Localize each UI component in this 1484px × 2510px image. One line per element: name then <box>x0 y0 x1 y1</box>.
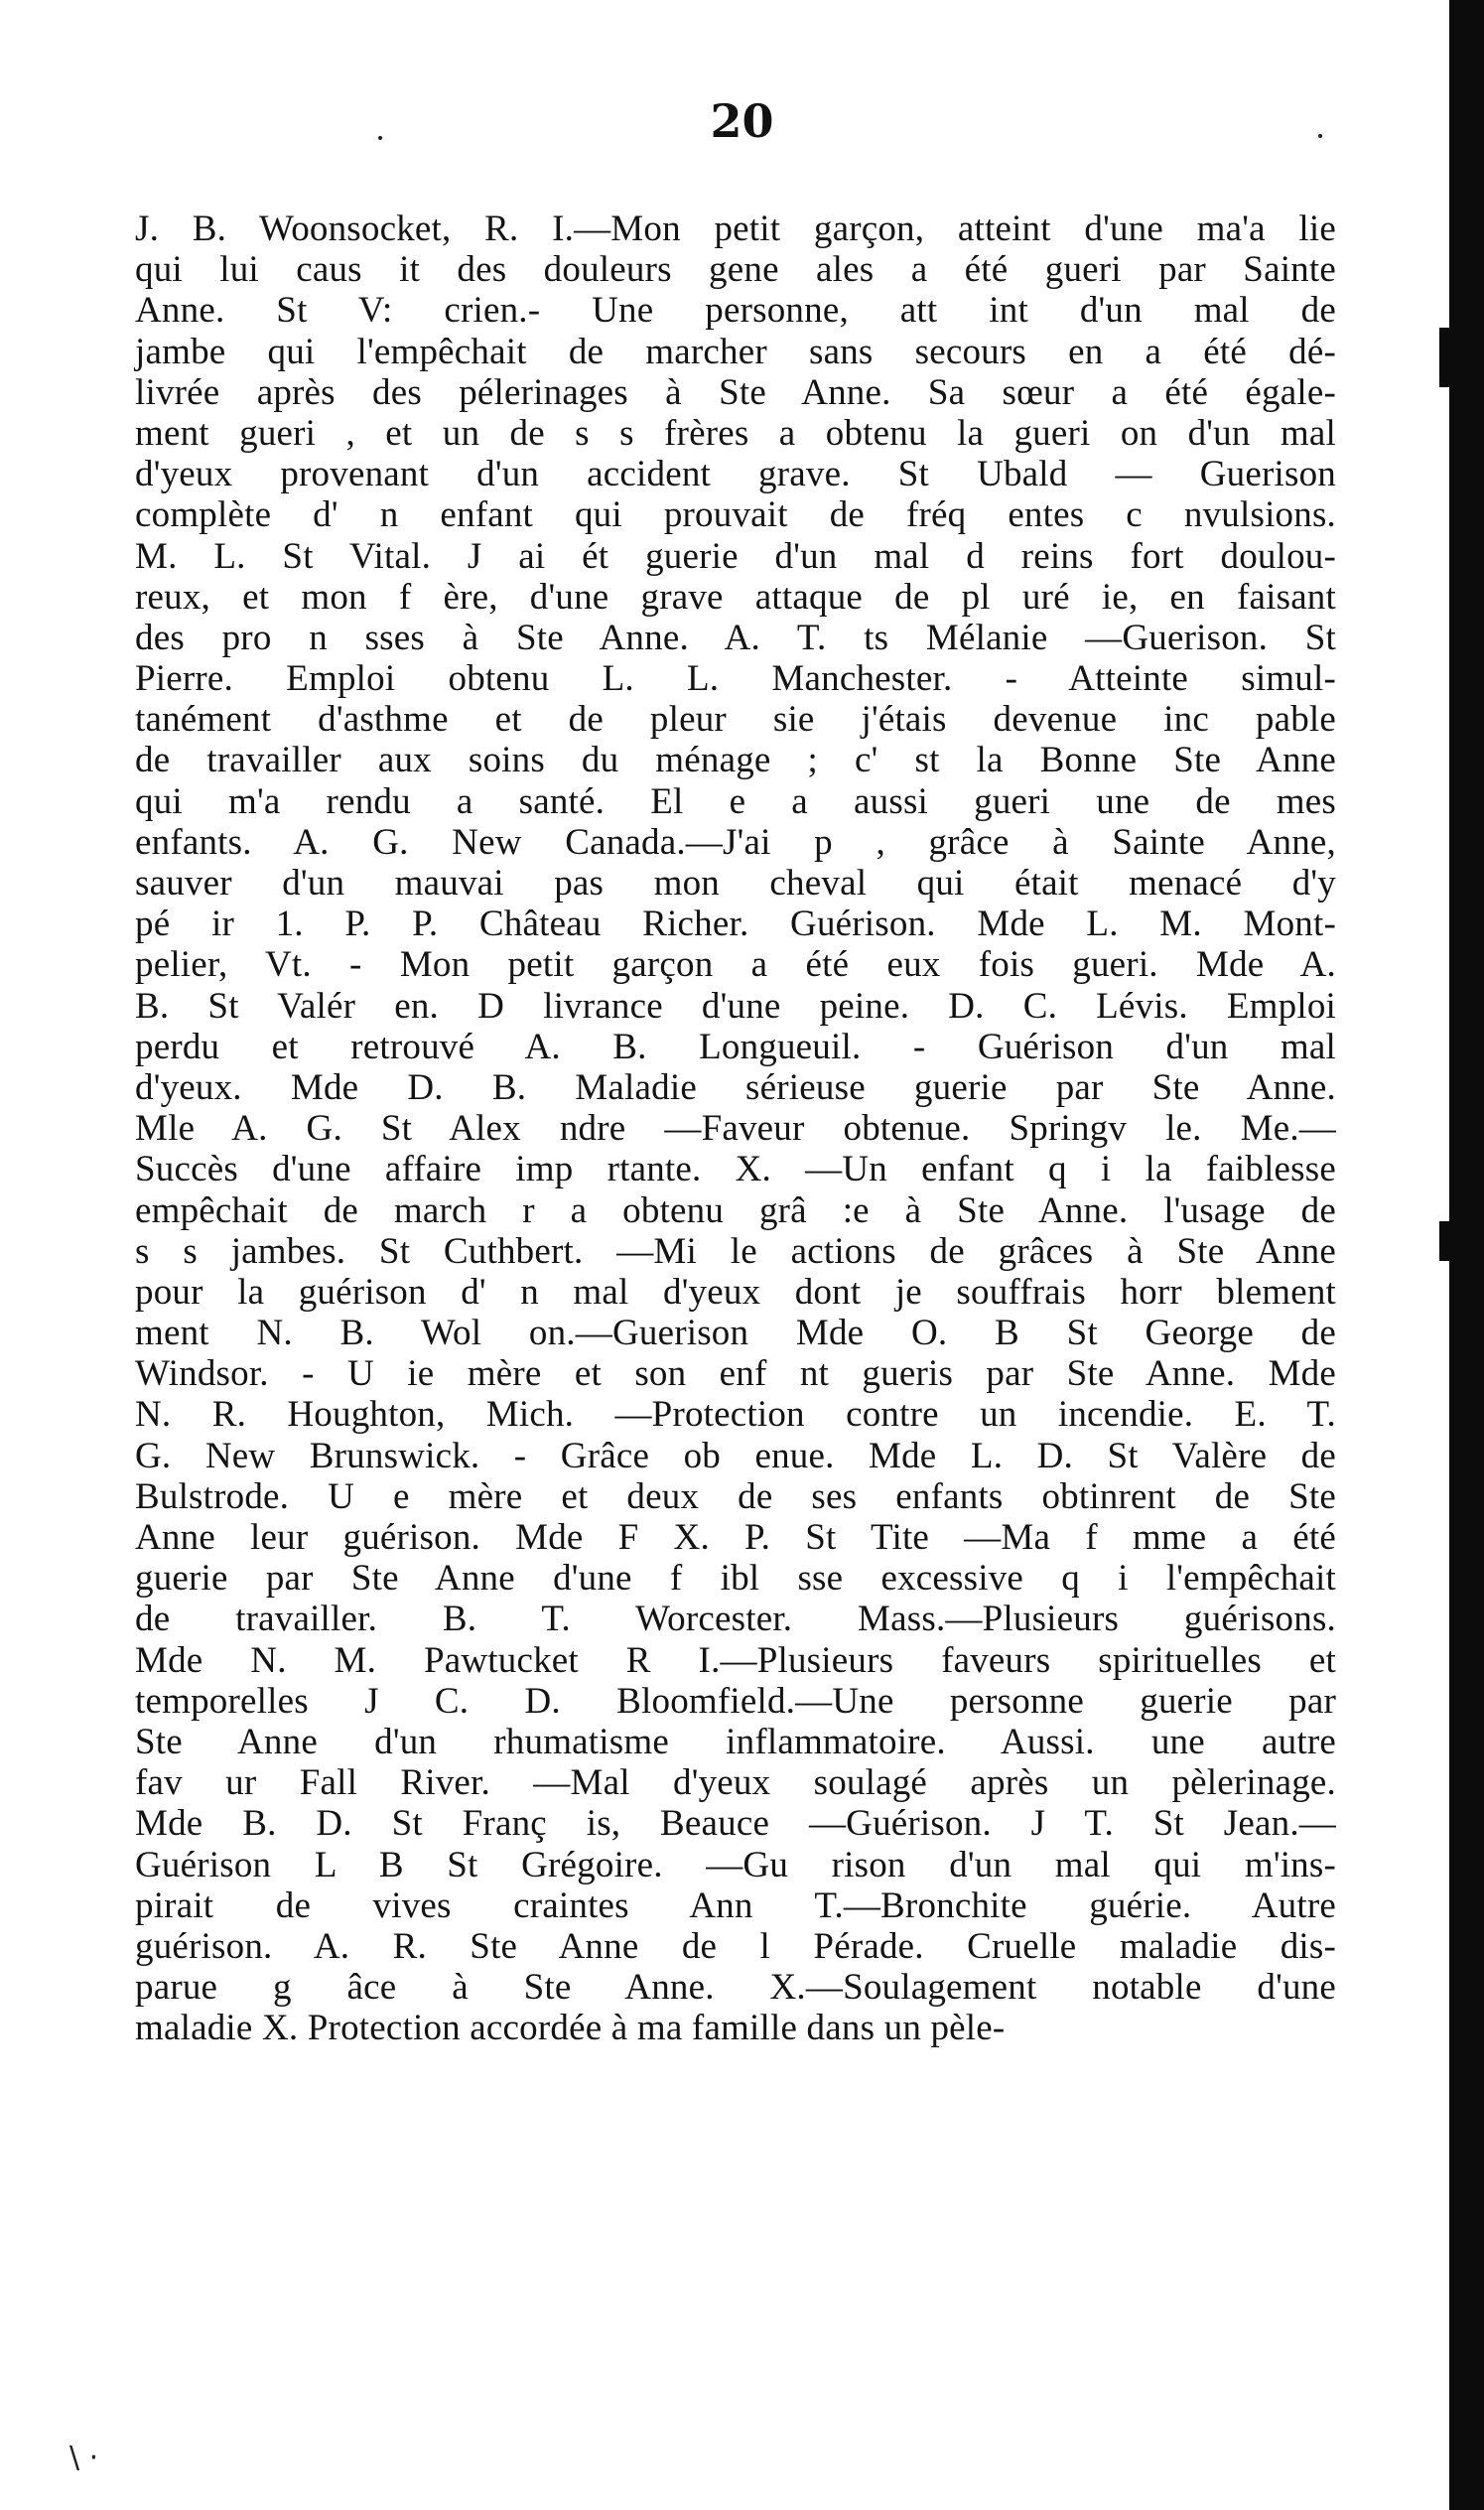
text-line: parue g âce à Ste Anne. X.—Soulagement notable d'une <box>135 1967 1336 2009</box>
text-line: enfants. A. G. New Canada.—J'ai p , grâce à Sainte Anne, <box>135 821 1336 863</box>
text-line: guerie par Ste Anne d'une f ibl sse excessive q i l'empêchait <box>135 1558 1336 1600</box>
text-line: sauver d'un mauvai pas mon cheval qui était menacé d'y <box>135 863 1336 904</box>
text-line: M. L. St Vital. J ai ét guerie d'un mal d reins fort doulou- <box>135 535 1336 577</box>
body-text <box>135 209 1336 2048</box>
page-number: 20 <box>710 94 774 148</box>
text-line: d'yeux. Mde D. B. Maladie sérieuse guerie par Ste Anne. <box>135 1066 1336 1108</box>
binding-edge-notch <box>1439 1221 1449 1261</box>
text-line: perdu et retrouvé A. B. Longueuil. - Guérison d'un mal <box>135 1026 1336 1067</box>
text-line: Pierre. Emploi obtenu L. L. Manchester. - Atteinte simul- <box>135 658 1336 700</box>
text-line: empêchait de march r a obtenu grâ :e à Ste Anne. l'usage de <box>135 1189 1336 1231</box>
text-line: pé ir 1. P. P. Château Richer. Guérison. Mde L. M. Mont- <box>135 904 1336 945</box>
text-line: Bulstrode. U e mère et deux de ses enfants obtinrent de Ste <box>135 1475 1336 1517</box>
text-line: des pro n sses à Ste Anne. A. T. ts Mélanie —Guerison. St <box>135 617 1336 658</box>
text-line: Anne. St V: crien.- Une personne, att int d'un mal de <box>135 290 1336 332</box>
text-line: d'yeux provenant d'un accident grave. St Ubald — Guerison <box>135 454 1336 495</box>
text-line: ment N. B. Wol on.—Guerison Mde O. B St George de <box>135 1313 1336 1354</box>
text-line: temporelles J C. D. Bloomfield.—Une personne guerie par <box>135 1680 1336 1722</box>
text-line: N. R. Houghton, Mich. —Protection contre un incendie. E. T. <box>135 1394 1336 1436</box>
text-line: fav ur Fall River. —Mal d'yeux soulagé après un pèlerinage. <box>135 1762 1336 1804</box>
text-line: reux, et mon f ère, d'une grave attaque de pl uré ie, en faisant <box>135 576 1336 618</box>
text-line: jambe qui l'empêchait de marcher sans secours en a été dé- <box>135 331 1336 372</box>
text-line: s s jambes. St Cuthbert. —Mi le actions de grâces à Ste Anne <box>135 1230 1336 1272</box>
text-line: Mde N. M. Pawtucket R I.—Plusieurs faveurs spirituelles et <box>135 1639 1336 1681</box>
text-line: Mle A. G. St Alex ndre —Faveur obtenue. Springv le. Me.— <box>135 1108 1336 1150</box>
text-line: Guérison L B St Grégoire. —Gu rison d'un mal qui m'ins- <box>135 1844 1336 1885</box>
text-line: qui m'a rendu a santé. El e a aussi gueri une de mes <box>135 780 1336 822</box>
corner-mark: \ · <box>69 2440 99 2475</box>
binding-edge-notch <box>1439 328 1449 387</box>
text-line: ment gueri , et un de s s frères a obtenu la gueri on d'un mal <box>135 412 1336 454</box>
text-line: Windsor. - U ie mère et son enf nt gueris par Ste Anne. Mde <box>135 1353 1336 1395</box>
text-line: J. B. Woonsocket, R. I.—Mon petit garçon, atteint d'une ma'a lie <box>135 209 1336 249</box>
text-line: pour la guérison d' n mal d'yeux dont je souffrais horr blement <box>135 1271 1336 1313</box>
text-line: de travailler aux soins du ménage ; c' st la Bonne Ste Anne <box>135 740 1336 781</box>
text-line: de travailler. B. T. Worcester. Mass.—Plusieurs guérisons. <box>135 1599 1336 1640</box>
text-line: tanément d'asthme et de pleur sie j'étais devenue inc pable <box>135 699 1336 741</box>
text-line: B. St Valér en. D livrance d'une peine. D. C. Lévis. Emploi <box>135 985 1336 1027</box>
page-mark-right: · <box>1315 117 1326 155</box>
text-line: G. New Brunswick. - Grâce ob enue. Mde L. D. St Valère de <box>135 1435 1336 1476</box>
text-line: livrée après des pélerinages à Ste Anne. Sa sœur a été égale- <box>135 371 1336 413</box>
text-line: Anne leur guérison. Mde F X. P. St Tite —Ma f mme a été <box>135 1517 1336 1558</box>
text-line: complète d' n enfant qui prouvait de fréq entes c nvulsions. <box>135 494 1336 536</box>
text-line: Ste Anne d'un rhumatisme inflammatoire. Aussi. une autre <box>135 1721 1336 1762</box>
text-line: pirait de vives craintes Ann T.—Bronchite guérie. Autre <box>135 1884 1336 1926</box>
text-line: guérison. A. R. Ste Anne de l Pérade. Cruelle maladie dis- <box>135 1925 1336 1967</box>
text-line: Mde B. D. St Franç is, Beauce —Guérison. J T. St Jean.— <box>135 1803 1336 1845</box>
text-line: Succès d'une affaire imp rtante. X. —Un enfant q i la faiblesse <box>135 1149 1336 1190</box>
text-line: maladie X. Protection accordée à ma famille dans un pèle- <box>135 2008 1006 2049</box>
binding-edge <box>1449 0 1484 2510</box>
text-line: pelier, Vt. - Mon petit garçon a été eux fois gueri. Mde A. <box>135 944 1336 986</box>
text-line: qui lui caus it des douleurs gene ales a été gueri par Sainte <box>135 249 1336 291</box>
page-mark-left: · <box>375 119 386 157</box>
